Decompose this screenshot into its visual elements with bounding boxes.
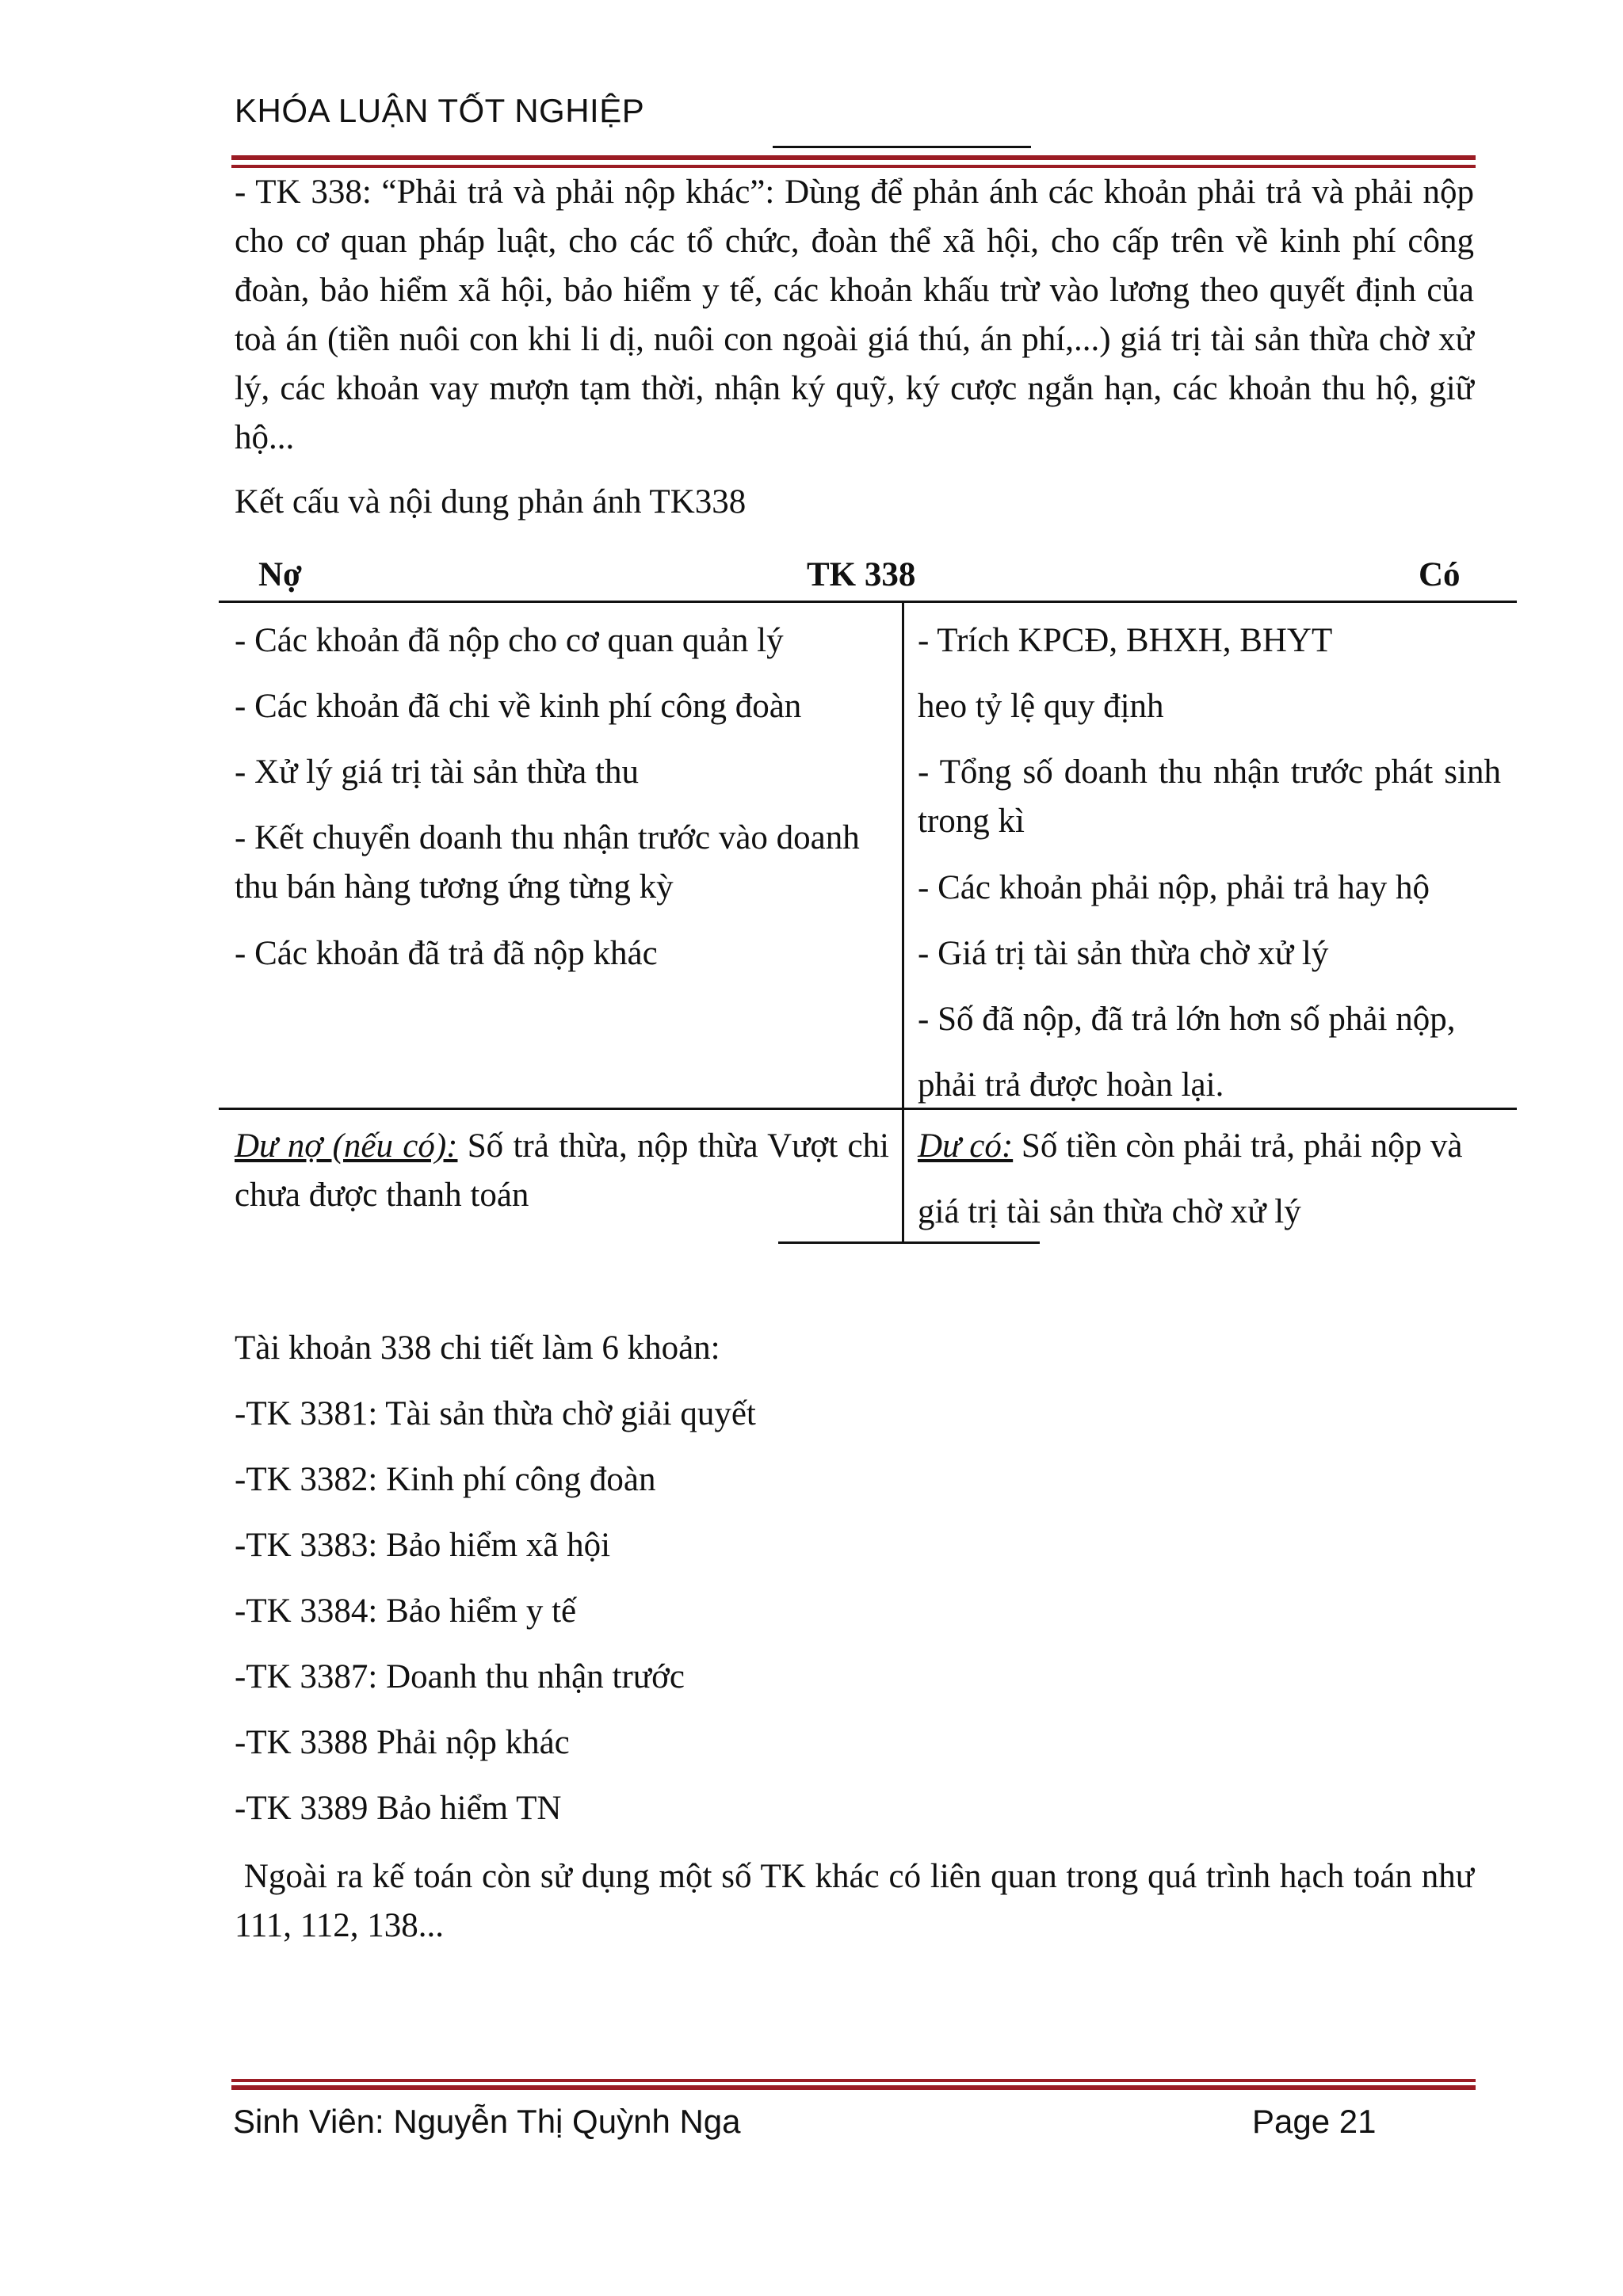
t-account-debit-label: Nợ (258, 556, 302, 593)
credit-item: - Trích KPCĐ, BHXH, BHYT (918, 622, 1333, 659)
debit-item: - Xử lý giá trị tài sản thừa thu (235, 753, 639, 791)
credit-item: - Tổng số doanh thu nhận trước phát sinh trong kì (918, 753, 1501, 840)
debit-item: - Các khoản đã nộp cho cơ quan quản lý (235, 622, 784, 659)
debit-item: - Kết chuyển doanh thu nhận trước vào doanh thu bán hàng tương ứng từng kỳ (235, 819, 860, 906)
credit-items (918, 616, 1501, 1127)
credit-balance-label: Dư có: (918, 1127, 1014, 1165)
sub-accounts-title: Tài khoản 338 chi tiết làm 6 khoản: (235, 1329, 720, 1367)
footer-rule-top (231, 2079, 1476, 2082)
debit-balance-label: Dư nợ (nếu có): (235, 1127, 458, 1165)
sub-account-item: -TK 3383: Bảo hiểm xã hội (235, 1527, 611, 1564)
debit-balance (235, 1122, 889, 1220)
t-account-title: TK 338 (807, 556, 916, 593)
debit-balance-text: Số trả thừa, nộp thừa Vượt chi chưa được thanh toán (235, 1127, 889, 1214)
credit-item: - Giá trị tài sản thừa chờ xử lý (918, 935, 1329, 972)
footer-student: Sinh Viên: Nguyễn Thị Quỳnh Nga (233, 2103, 741, 2140)
credit-item: - Số đã nộp, đã trả lớn hơn số phải nộp, (918, 1001, 1456, 1038)
t-account-credit-label: Có (1419, 556, 1461, 593)
credit-item: heo tỷ lệ quy định (918, 688, 1164, 725)
sub-account-item: -TK 3384: Bảo hiểm y tế (235, 1592, 577, 1630)
structure-title: Kết cấu và nội dung phản ánh TK338 (235, 483, 747, 521)
t-account-top-line (219, 601, 1517, 603)
closing-paragraph: Ngoài ra kế toán còn sử dụng một số TK khác có liên quan trong quá trình hạch toán như 111, 112, 138... (235, 1858, 1483, 1944)
header-rule-top (231, 155, 1476, 160)
page-header-title: KHÓA LUẬN TỐT NGHIỆP (235, 92, 645, 129)
header-artifact-line (773, 146, 1031, 148)
credit-balance-text: Số tiền còn phải trả, phải nộp và (1013, 1127, 1463, 1165)
intro-paragraph: - TK 338: “Phải trả và phải nộp khác”: Dùng để phản ánh các khoản phải trả và phải nộp cho cơ quan pháp luật, cho các tổ chức, đoàn thể xã hội, cho cấp trên về kinh phí công đoàn, bảo hiểm xã hội, bảo hiểm y tế, các khoản khấu trừ vào lương theo quyết định của toà án (tiền nuôi con khi li dị, nuôi con ngoài giá thú, án phí,...) giá trị tài sản thừa chờ xử lý, các khoản vay mượn tạm thời, nhận ký quỹ, ký cược ngắn hạn, các khoản thu hộ, giữ hộ... (235, 174, 1474, 456)
footer-rule-bottom (231, 2085, 1476, 2090)
debit-item: - Các khoản đã trả đã nộp khác (235, 935, 658, 972)
sub-account-item: -TK 3382: Kinh phí công đoàn (235, 1461, 656, 1498)
debit-item: - Các khoản đã chi về kinh phí công đoàn (235, 688, 802, 725)
sub-account-item: -TK 3387: Doanh thu nhận trước (235, 1658, 685, 1695)
credit-balance (918, 1122, 1504, 1237)
sub-account-item: -TK 3388 Phải nộp khác (235, 1724, 570, 1761)
t-account-bottom-stub (778, 1241, 1040, 1244)
credit-item: phải trả được hoàn lại. (918, 1066, 1224, 1104)
sub-account-item: -TK 3381: Tài sản thừa chờ giải quyết (235, 1395, 756, 1432)
credit-item: - Các khoản phải nộp, phải trả hay hộ (918, 869, 1430, 906)
footer-page-number: Page 21 (1252, 2103, 1377, 2140)
sub-account-item: -TK 3389 Bảo hiểm TN (235, 1790, 562, 1827)
t-account-divider (902, 601, 904, 1244)
debit-items (235, 616, 888, 995)
credit-balance-text-2: giá trị tài sản thừa chờ xử lý (918, 1193, 1301, 1230)
